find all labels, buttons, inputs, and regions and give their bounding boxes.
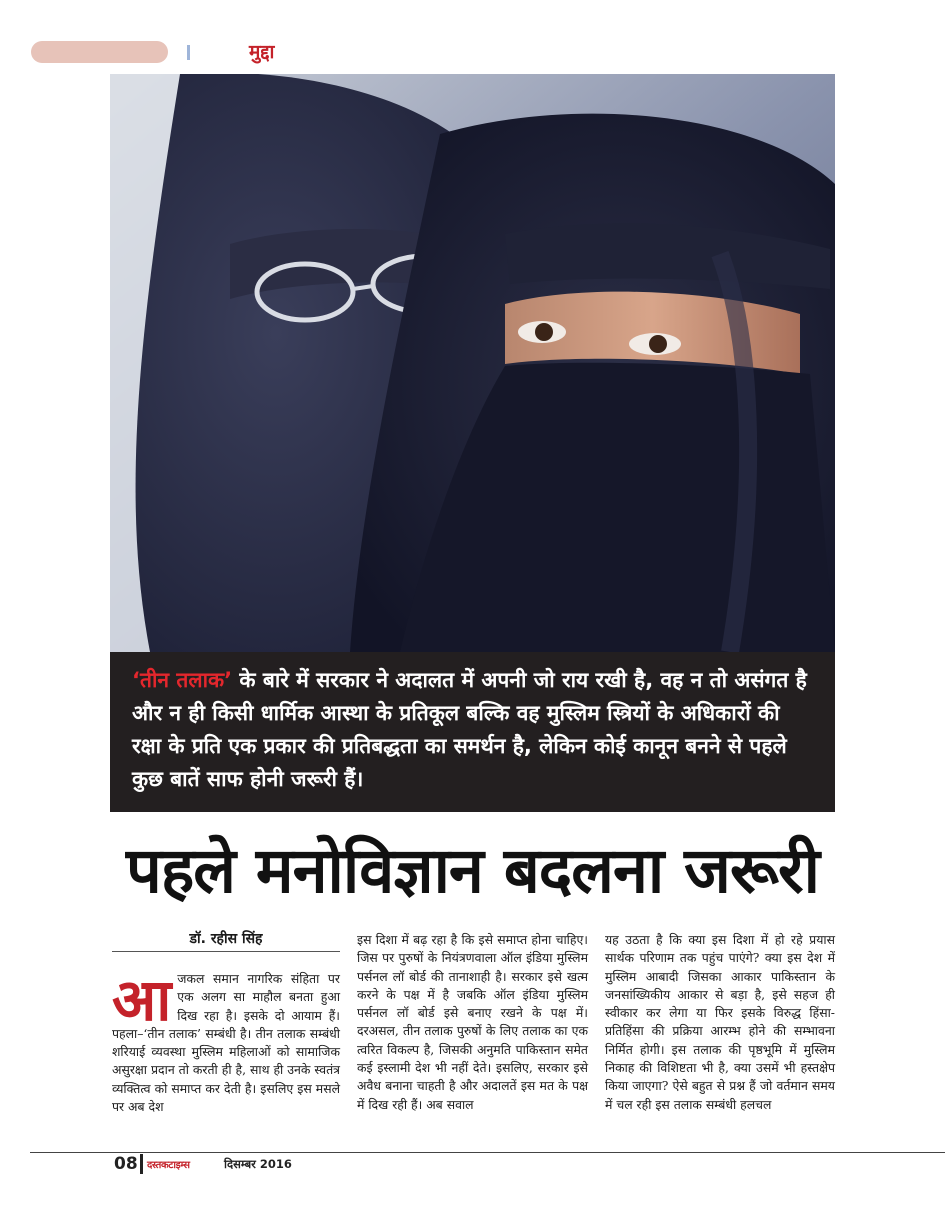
niqab-photo-illustration — [110, 74, 835, 652]
section-separator — [187, 45, 190, 60]
section-label: मुद्दा — [249, 41, 275, 63]
column-1-text: जकल समान नागरिक संहिता पर एक अलग सा माहौल बनता हुआ दिख रहा है। इसके दो आयाम हैं। पहला–‘तीन तलाक’ सम्बंधी है। तीन तलाक सम्बंधी शरियाई व्यवस्था मुस्लिम महिलाओं को सामाजिक असुरक्षा प्रदान तो करती ही है, साथ ही उनके स्वतंत्र व्यक्तित्व को समाप्त कर देती है। इसलिए इस मसले पर अब देश — [112, 971, 340, 1115]
article-column-2: इस दिशा में बढ़ रहा है कि इसे समाप्त होना चाहिए। जिस पर पुरुषों के नियंत्रणवाला ऑल इंडिया मुस्लिम पर्सनल लॉ बोर्ड की तानाशाही है। सरकार इसे खत्म करने के पक्ष में है जबकि ऑल इंडिया मुस्लिम पर्सनल लॉ बोर्ड इसे बनाए रखने के पक्ष में। दरअसल, तीन तलाक पुरुषों के लिए तलाक का एक त्वरित विकल्प है, जिसकी अनुमति पाकिस्तान समेत कई इस्लामी देश भी नहीं देते। इसलिए, सरकार इसे अवैध बनाना चाहती है और अदालतें इस मत के पक्ष में दिख रही हैं। अब सवाल — [357, 932, 588, 1112]
standfirst-quote-open: ‘ — [132, 668, 140, 692]
standfirst-highlight: तीन तलाक — [139, 668, 225, 692]
article-headline: पहले मनोविज्ञान बदलना जरूरी — [126, 834, 819, 907]
page-number: 08 — [114, 1154, 138, 1174]
standfirst-quote-close: ’ — [224, 668, 233, 692]
article-column-1 — [112, 966, 340, 1116]
footer-rule — [30, 1152, 945, 1153]
standfirst-text: के बारे में सरकार ने अदालत में अपनी जो राय रखी है, वह न तो असंगत है और न ही किसी धार्मिक आस्था के प्रतिकूल बल्कि वह मुस्लिम स्त्रियों के अधिकारों की रक्षा के प्रति एक प्रकार की प्रतिबद्धता का समर्थन है, लेकिन कोई कानून बनने से पहले कुछ बातें साफ होनी जरूरी हैं। — [132, 668, 807, 791]
section-tab-decoration — [31, 41, 168, 63]
article-column-3: यह उठता है कि क्या इस दिशा में हो रहे प्रयास सार्थक परिणाम तक पहुंच पाएंगे? क्या इस देश में मुस्लिम आबादी जिसका आकार पाकिस्तान के जनसांख्यिकीय आकार से बड़ा है, इसे सहज ही स्वीकार कर लेगा या फिर इसके विरुद्ध हिंसा-प्रतिहिंसा की प्रक्रिया आरम्भ होने की सम्भावना निर्मित होगी। इस तलाक की पृष्ठभूमि में मुस्लिम निकाह की विशिष्टता भी है, क्या उसमें भी हस्तक्षेप किया जाएगा? ऐसे बहुत से प्रश्न हैं जो वर्तमान समय में चल रही इस तलाक सम्बंधी हलचल — [605, 932, 835, 1112]
author-byline: डॉ. रहीस सिंह — [112, 929, 340, 952]
drop-cap: आ — [112, 966, 172, 1034]
footer-divider — [140, 1154, 143, 1174]
issue-date: दिसम्बर 2016 — [224, 1157, 292, 1171]
magazine-logo: दस्तकटाइम्स — [147, 1160, 190, 1171]
article-photo — [110, 74, 835, 652]
standfirst-box — [110, 652, 835, 812]
